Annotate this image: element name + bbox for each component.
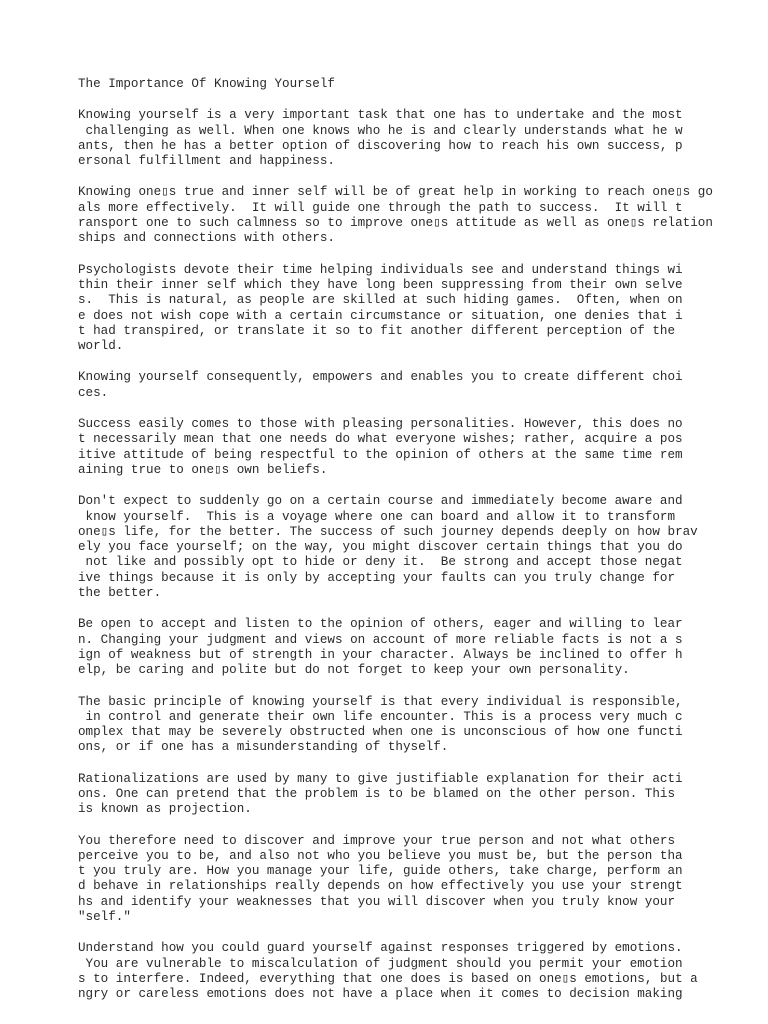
- text-line: thin their inner self which they have long been suppressing from their own selve: [78, 277, 683, 292]
- text-line: not like and possibly opt to hide or deny it. Be strong and accept those negat: [78, 555, 683, 570]
- text-line: You therefore need to discover and improve your true person and not what others: [78, 833, 676, 848]
- text-line: The basic principle of knowing yourself is that every individual is responsible,: [78, 694, 683, 709]
- text-line: ive things because it is only by accepting your faults can you truly change for: [78, 570, 676, 585]
- text-line: Knowing yourself consequently, empowers and enables you to create different choi: [78, 370, 683, 385]
- text-line: ants, then he has a better option of discovering how to reach his own success, p: [78, 138, 683, 153]
- paragraph-4: [78, 370, 748, 401]
- paragraph-2: [78, 185, 748, 246]
- text-line: Understand how you could guard yourself against responses triggered by emotions.: [78, 941, 683, 956]
- text-line: aining true to one▯s own beliefs.: [78, 462, 328, 477]
- document-title: The Importance Of Knowing Yourself: [78, 77, 335, 91]
- text-line: Knowing one▯s true and inner self will be of great help in working to reach one▯s go: [78, 185, 713, 200]
- text-line: Knowing yourself is a very important task that one has to undertake and the most: [78, 108, 683, 123]
- text-line: t you truly are. How you manage your life, guide others, take charge, perform an: [78, 864, 683, 879]
- text-line: ely you face yourself; on the way, you might discover certain things that you do: [78, 540, 683, 555]
- paragraph-6: [78, 494, 748, 601]
- text-line: "self.": [78, 910, 131, 925]
- text-line: Rationalizations are used by many to give justifiable explanation for their acti: [78, 771, 683, 786]
- text-line: world.: [78, 339, 124, 354]
- paragraph-1: [78, 108, 748, 169]
- paragraph-7: [78, 617, 748, 678]
- document-body: [78, 77, 748, 1019]
- text-line: ons. One can pretend that the problem is to be blamed on the other person. This: [78, 786, 676, 801]
- paragraph-9: [78, 772, 748, 818]
- text-line: omplex that may be severely obstructed when one is unconscious of how one functi: [78, 725, 683, 740]
- paragraph-5: [78, 417, 748, 478]
- text-line: ngry or careless emotions does not have a place when it comes to decision making: [78, 987, 683, 1002]
- text-line: hs and identify your weaknesses that you will discover when you truly know your: [78, 894, 676, 909]
- text-line: als more effectively. It will guide one through the path to success. It will t: [78, 200, 683, 215]
- text-line: e does not wish cope with a certain circumstance or situation, one denies that i: [78, 308, 683, 323]
- text-line: t necessarily mean that one needs do what everyone wishes; rather, acquire a pos: [78, 432, 683, 447]
- text-line: perceive you to be, and also not who you believe you must be, but the person tha: [78, 848, 683, 863]
- text-line: Success easily comes to those with pleasing personalities. However, this does no: [78, 417, 683, 432]
- text-line: elp, be caring and polite but do not forget to keep your own personality.: [78, 663, 630, 678]
- text-line: challenging as well. When one knows who he is and clearly understands what he w: [78, 123, 683, 138]
- text-line: Don't expect to suddenly go on a certain course and immediately become aware and: [78, 494, 683, 509]
- text-line: ces.: [78, 385, 109, 400]
- paragraph-3: [78, 263, 748, 355]
- text-line: the better.: [78, 586, 162, 601]
- text-line: ign of weakness but of strength in your character. Always be inclined to offer h: [78, 647, 683, 662]
- text-line: ships and connections with others.: [78, 231, 335, 246]
- text-line: s. This is natural, as people are skilled at such hiding games. Often, when on: [78, 293, 683, 308]
- text-line: You are vulnerable to miscalculation of judgment should you permit your emotion: [78, 956, 683, 971]
- text-line: know yourself. This is a voyage where one can board and allow it to transform: [78, 509, 676, 524]
- text-line: one▯s life, for the better. The success of such journey depends deeply on how brav: [78, 524, 698, 539]
- paragraph-8: [78, 695, 748, 756]
- text-line: t had transpired, or translate it so to fit another different perception of the: [78, 323, 676, 338]
- paragraph-11: [78, 941, 748, 1002]
- paragraph-10: [78, 834, 748, 926]
- text-line: ersonal fulfillment and happiness.: [78, 154, 335, 169]
- text-line: is known as projection.: [78, 802, 252, 817]
- text-line: ransport one to such calmness so to improve one▯s attitude as well as one▯s relation: [78, 216, 713, 231]
- text-line: n. Changing your judgment and views on account of more reliable facts is not a s: [78, 632, 683, 647]
- text-line: Be open to accept and listen to the opinion of others, eager and willing to lear: [78, 617, 683, 632]
- text-line: Psychologists devote their time helping individuals see and understand things wi: [78, 262, 683, 277]
- text-line: in control and generate their own life encounter. This is a process very much c: [78, 709, 683, 724]
- text-line: ons, or if one has a misunderstanding of thyself.: [78, 740, 449, 755]
- text-line: s to interfere. Indeed, everything that one does is based on one▯s emotions, but a: [78, 971, 698, 986]
- text-line: itive attitude of being respectful to the opinion of others at the same time rem: [78, 447, 683, 462]
- text-line: d behave in relationships really depends on how effectively you use your strengt: [78, 879, 683, 894]
